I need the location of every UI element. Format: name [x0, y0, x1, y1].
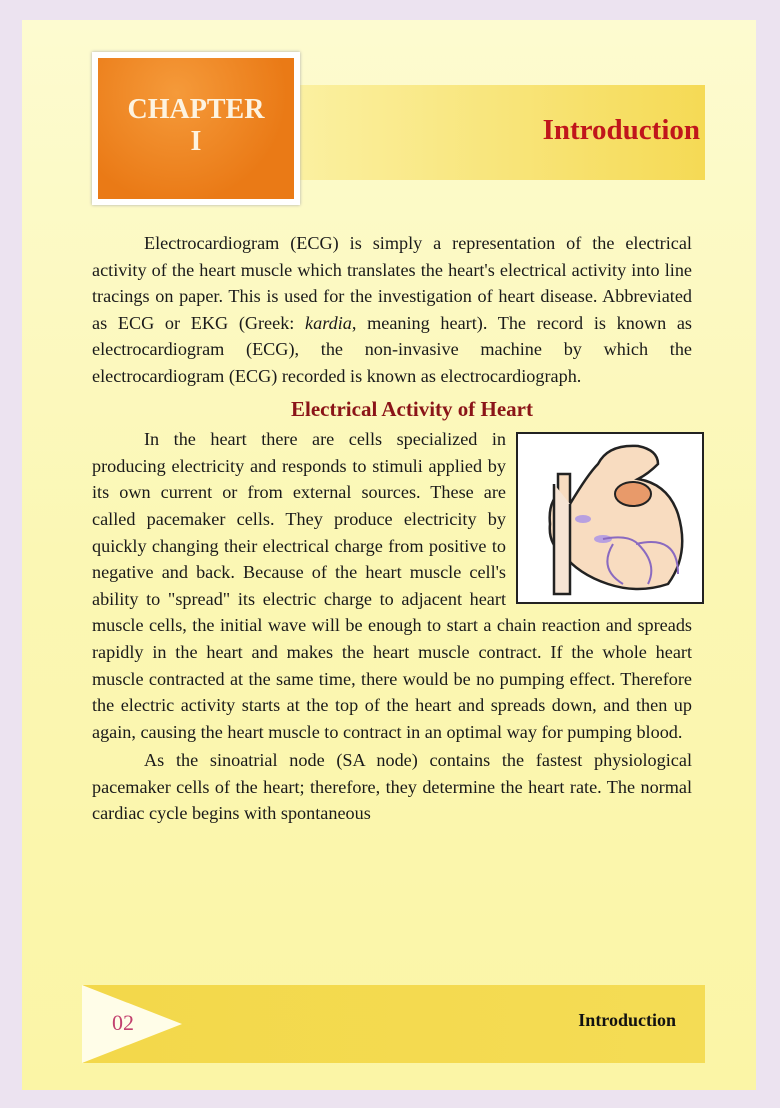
paragraph: Electrocardiogram (ECG) is simply a representation of the electrical activity of the heart muscle which translates the heart's electrical activity into line tracings on paper. This is used for the investigation of heart disease. Abbreviated as ECG or EKG (Greek: kardia, meaning heart). The record is known as electrocardiogram (ECG), the non-invasive machine by which the electrocardiogram (ECG) recorded is known as electrocardiograph. — [92, 233, 692, 386]
chapter-number: I — [190, 126, 202, 157]
paragraph: In the heart there are cells specialized in producing electricity and responds to stimuli applied by its own current or from external sources. These are called pacemaker cells. They produce electricity by quickly changing their electrical charge from positive to negative and back. Because of the heart muscle cell's ability to "spread" its electric charge to adjacent heart muscle cells, the initial wave will be enough to start a chain reaction and spreads rapidly in the heart and makes the heart muscle contract. If the whole heart muscle contracted at the same time, there would be no pumping effect. Therefore the electric activity starts at the top of the heart and spreads down, and then up again, causing the heart muscle to contract in an optimal way for pumping blood. — [92, 429, 692, 742]
body-text — [92, 230, 692, 827]
page-number: 02 — [112, 1010, 134, 1035]
section-heading: Electrical Activity of Heart — [291, 396, 533, 421]
chapter-label: CHAPTER — [127, 94, 265, 125]
paragraph: As the sinoatrial node (SA node) contains the fastest physiological pacemaker cells of the heart; therefore, they determine the heart rate. The normal cardiac cycle begins with spontaneous — [92, 750, 692, 824]
heart-conduction-diagram — [516, 432, 704, 604]
running-footer-title: Introduction — [578, 1010, 676, 1030]
chapter-title: Introduction — [542, 114, 700, 146]
chapter-box — [92, 52, 300, 205]
